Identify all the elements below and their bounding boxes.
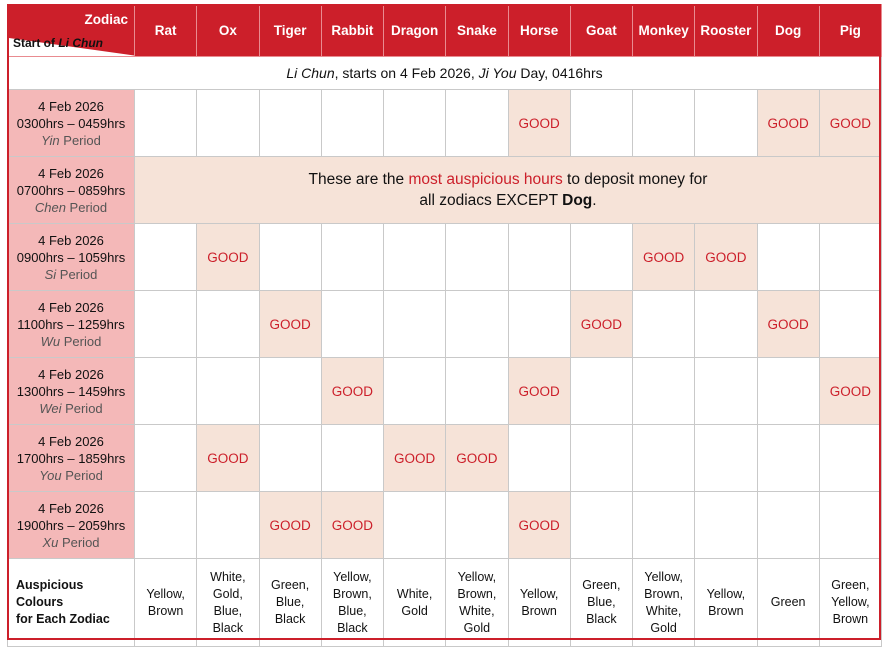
empty-cell — [259, 90, 321, 157]
empty-cell — [135, 358, 197, 425]
empty-cell — [259, 224, 321, 291]
zodiac-header-goat: Goat — [570, 5, 632, 57]
empty-cell — [135, 492, 197, 559]
empty-cell — [508, 224, 570, 291]
time-slot-label — [8, 157, 135, 224]
empty-cell — [135, 291, 197, 358]
empty-cell — [446, 224, 508, 291]
slot-date: 4 Feb 2026 — [38, 500, 104, 516]
time-slot-label — [8, 358, 135, 425]
good-cell-pig: GOOD — [819, 358, 881, 425]
slot-time-range: 1700hrs – 1859hrs — [16, 450, 126, 466]
empty-cell — [384, 90, 446, 157]
auspicious-hours-chart — [7, 4, 881, 640]
time-slot-row — [8, 224, 882, 291]
empty-cell — [197, 90, 259, 157]
colours-dragon: White, Gold — [384, 559, 446, 647]
empty-cell — [695, 492, 757, 559]
empty-cell — [446, 358, 508, 425]
empty-cell — [446, 492, 508, 559]
slot-date: 4 Feb 2026 — [38, 232, 104, 248]
slot-time-range: 1300hrs – 1459hrs — [16, 383, 126, 399]
slot-period: Yin Period — [41, 132, 101, 148]
zodiac-header-row — [8, 5, 882, 57]
slot-date: 4 Feb 2026 — [38, 366, 104, 382]
colours-rat: Yellow, Brown — [135, 559, 197, 647]
empty-cell — [135, 425, 197, 492]
empty-cell — [259, 425, 321, 492]
li-chun-banner-row — [8, 57, 882, 90]
zodiac-timetable — [7, 4, 882, 647]
good-cell-tiger: GOOD — [259, 492, 321, 559]
slot-time-range: 0900hrs – 1059hrs — [16, 249, 126, 265]
slot-date: 4 Feb 2026 — [38, 98, 104, 114]
empty-cell — [757, 224, 819, 291]
zodiac-header-pig: Pig — [819, 5, 881, 57]
time-slot-row — [8, 90, 882, 157]
colours-dog: Green — [757, 559, 819, 647]
empty-cell — [321, 291, 383, 358]
corner-header — [8, 5, 135, 57]
empty-cell — [819, 224, 881, 291]
empty-cell — [508, 425, 570, 492]
good-cell-dragon: GOOD — [384, 425, 446, 492]
empty-cell — [633, 291, 695, 358]
empty-cell — [633, 425, 695, 492]
empty-cell — [259, 358, 321, 425]
time-slot-row — [8, 157, 882, 224]
empty-cell — [695, 358, 757, 425]
time-slot-row — [8, 358, 882, 425]
good-cell-snake: GOOD — [446, 425, 508, 492]
good-cell-pig: GOOD — [819, 90, 881, 157]
time-slot-label — [8, 90, 135, 157]
empty-cell — [446, 90, 508, 157]
zodiac-header-rooster: Rooster — [695, 5, 757, 57]
zodiac-header-ox: Ox — [197, 5, 259, 57]
auspicious-colours-row — [8, 559, 882, 647]
good-cell-monkey: GOOD — [633, 224, 695, 291]
empty-cell — [570, 492, 632, 559]
good-cell-rabbit: GOOD — [321, 358, 383, 425]
colours-rooster: Yellow, Brown — [695, 559, 757, 647]
empty-cell — [135, 224, 197, 291]
slot-date: 4 Feb 2026 — [38, 299, 104, 315]
slot-period: Chen Period — [34, 199, 108, 215]
time-slot-label — [8, 425, 135, 492]
auspicious-colours-heading: Auspicious Colours for Each Zodiac — [8, 559, 135, 647]
deposit-money-note: These are the most auspicious hours to deposit money for all zodiacs EXCEPT Dog. — [135, 157, 882, 224]
good-cell-ox: GOOD — [197, 425, 259, 492]
good-cell-tiger: GOOD — [259, 291, 321, 358]
good-cell-ox: GOOD — [197, 224, 259, 291]
colours-ox: White, Gold, Blue, Black — [197, 559, 259, 647]
time-slot-label — [8, 291, 135, 358]
empty-cell — [321, 425, 383, 492]
empty-cell — [197, 492, 259, 559]
slot-date: 4 Feb 2026 — [38, 165, 104, 181]
empty-cell — [384, 492, 446, 559]
slot-period: Wu Period — [40, 333, 102, 349]
zodiac-header-rabbit: Rabbit — [321, 5, 383, 57]
slot-time-range: 1100hrs – 1259hrs — [17, 316, 125, 332]
good-cell-horse: GOOD — [508, 358, 570, 425]
slot-time-range: 0700hrs – 0859hrs — [16, 182, 126, 198]
empty-cell — [135, 90, 197, 157]
empty-cell — [695, 425, 757, 492]
zodiac-corner-label: Zodiac — [84, 12, 128, 27]
slot-period: Xu Period — [42, 534, 100, 550]
zodiac-header-dragon: Dragon — [384, 5, 446, 57]
slot-time-range: 0300hrs – 0459hrs — [16, 115, 126, 131]
empty-cell — [633, 492, 695, 559]
slot-period: Si Period — [44, 266, 98, 282]
empty-cell — [819, 425, 881, 492]
time-slot-label — [8, 224, 135, 291]
zodiac-header-monkey: Monkey — [633, 5, 695, 57]
time-slot-row — [8, 492, 882, 559]
empty-cell — [384, 291, 446, 358]
colours-pig: Green, Yellow, Brown — [819, 559, 881, 647]
empty-cell — [321, 90, 383, 157]
zodiac-header-rat: Rat — [135, 5, 197, 57]
good-cell-rooster: GOOD — [695, 224, 757, 291]
slot-time-range: 1900hrs – 2059hrs — [16, 517, 126, 533]
colours-snake: Yellow, Brown, White, Gold — [446, 559, 508, 647]
good-cell-dog: GOOD — [757, 90, 819, 157]
time-slot-label — [8, 492, 135, 559]
zodiac-header-horse: Horse — [508, 5, 570, 57]
colours-monkey: Yellow, Brown, White, Gold — [633, 559, 695, 647]
zodiac-header-snake: Snake — [446, 5, 508, 57]
empty-cell — [633, 358, 695, 425]
empty-cell — [384, 358, 446, 425]
empty-cell — [570, 358, 632, 425]
good-cell-horse: GOOD — [508, 492, 570, 559]
empty-cell — [819, 492, 881, 559]
li-chun-banner: Li Chun, starts on 4 Feb 2026, Ji You Day, 0416hrs — [8, 57, 882, 90]
empty-cell — [757, 425, 819, 492]
good-cell-horse: GOOD — [508, 90, 570, 157]
empty-cell — [570, 425, 632, 492]
zodiac-header-tiger: Tiger — [259, 5, 321, 57]
slot-date: 4 Feb 2026 — [38, 433, 104, 449]
time-slot-row — [8, 291, 882, 358]
empty-cell — [695, 90, 757, 157]
empty-cell — [757, 492, 819, 559]
empty-cell — [819, 291, 881, 358]
good-cell-dog: GOOD — [757, 291, 819, 358]
empty-cell — [633, 90, 695, 157]
empty-cell — [570, 224, 632, 291]
good-cell-rabbit: GOOD — [321, 492, 383, 559]
good-cell-goat: GOOD — [570, 291, 632, 358]
empty-cell — [570, 90, 632, 157]
colours-rabbit: Yellow, Brown, Blue, Black — [321, 559, 383, 647]
slot-period: You Period — [39, 467, 103, 483]
empty-cell — [695, 291, 757, 358]
colours-tiger: Green, Blue, Black — [259, 559, 321, 647]
empty-cell — [197, 291, 259, 358]
colours-horse: Yellow, Brown — [508, 559, 570, 647]
empty-cell — [757, 358, 819, 425]
slot-period: Wei Period — [39, 400, 103, 416]
empty-cell — [321, 224, 383, 291]
empty-cell — [197, 358, 259, 425]
empty-cell — [384, 224, 446, 291]
zodiac-header-dog: Dog — [757, 5, 819, 57]
time-slot-row — [8, 425, 882, 492]
empty-cell — [508, 291, 570, 358]
empty-cell — [446, 291, 508, 358]
colours-goat: Green, Blue, Black — [570, 559, 632, 647]
li-chun-corner-label: Start of Li Chun — [13, 36, 103, 50]
